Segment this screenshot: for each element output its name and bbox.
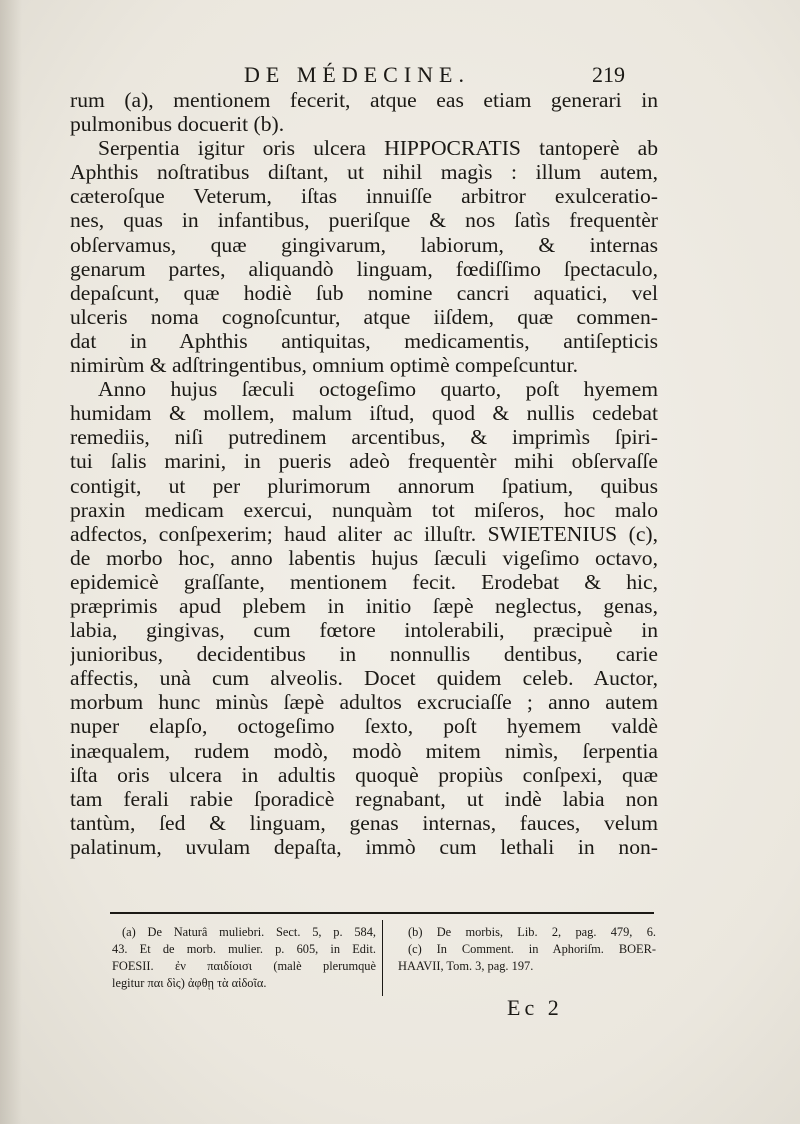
body-text (70, 88, 658, 859)
page-number: 219 (592, 62, 625, 87)
text-line: dat in Aphthis antiquitas, medicamentis, antiſepticis (70, 328, 658, 353)
text-line: adfectos, conſpexerim; haud aliter ac illuſtr. SWIETENIUS (c), (70, 521, 658, 546)
text-line: ulceris noma cognoſcuntur, atque iiſdem, quæ commen- (70, 304, 658, 329)
text-line: obſervamus, quæ gingivarum, labiorum, & internas (70, 232, 658, 257)
text-line: morbum hunc minùs ſæpè adultos excruciaſſe ; anno autem (70, 690, 658, 715)
text-line: Aphthis noſtratibus diſtant, ut nihil magìs : illum autem, (70, 160, 658, 185)
text-line: genarum partes, aliquandò linguam, fœdiſſimo ſpectaculo, (70, 256, 658, 281)
text-line: rum (a), mentionem fecerit, atque eas etiam generari in (70, 88, 658, 112)
text-line: præprimis apud plebem in initio ſæpè neglectus, genas, (70, 593, 658, 618)
text-line: nes, quas in infantibus, pueriſque & nos ſatìs frequentèr (70, 208, 658, 233)
text-line: depaſcunt, quæ hodiè ſub nomine cancri aquatici, vel (70, 280, 658, 305)
footnote-line: HAAVII, Tom. 3, pag. 197. (398, 959, 534, 973)
text-line: cæteroſque Veterum, iſtas innuiſſe arbitror exulceratio- (70, 184, 658, 209)
text-line: tantùm, ſed & linguam, genas internas, fauces, velum (70, 810, 658, 835)
footnote-line: (a) De Naturâ muliebri. Sect. 5, p. 584, (122, 925, 376, 939)
text-line: praxin medicam exercui, nunquàm tot miſeros, hoc malo (70, 497, 658, 522)
footnote-line: 43. Et de morb. mulier. p. 605, in Edit. (112, 942, 376, 956)
text-line: junioribus, decidentibus in nonnullis dentibus, carie (70, 642, 658, 667)
text-line: humidam & mollem, malum iſtud, quod & nullis cedebat (70, 401, 658, 426)
text-line: de morbo hoc, anno labentis hujus ſæculi vigeſimo octavo, (70, 545, 658, 570)
text-line: tui ſalis marini, in pueris adeò frequentèr mihi obſervaſſe (70, 449, 658, 474)
running-head-title: DE MÉDECINE. (244, 62, 470, 87)
footnotes-right-column (398, 924, 656, 975)
text-line: iſta oris ulcera in adultis quoquè propiùs conſpexi, quæ (70, 762, 658, 787)
text-line: Serpentia igitur oris ulcera HIPPOCRATIS tantoperè ab (98, 136, 658, 161)
text-line: epidemicè graſſante, mentionem fecit. Erodebat & hic, (70, 569, 658, 594)
footnote-line: legitur παι δὶς) ἀφθῃ τὰ αἰδοῖα. (112, 976, 267, 990)
footnote-column-divider (382, 920, 383, 996)
text-line: affectis, unà cum alveolis. Docet quidem celeb. Auctor, (70, 666, 658, 691)
footnote-line: (b) De morbis, Lib. 2, pag. 479, 6. (408, 925, 656, 939)
text-line: pulmonibus docuerit (b). (70, 112, 285, 137)
page-gutter-shadow (0, 0, 22, 1124)
text-line: inæqualem, rudem modò, modò mitem nimìs, ſerpentia (70, 738, 658, 763)
text-line: remediis, niſi putredinem arcentibus, & imprimìs ſpiri- (70, 425, 658, 450)
text-line: nuper elapſo, octogeſimo ſexto, poſt hyemem valdè (70, 714, 658, 739)
footnote-line: FOESII. ἐν παιδίοισι (malè plerumquè (112, 959, 376, 973)
text-line: palatinum, uvulam depaſta, immò cum lethali in non- (70, 834, 658, 859)
text-line: labia, gingivas, cum fœtore intolerabili, præcipuè in (70, 618, 658, 643)
footnotes-left-column (112, 924, 376, 992)
text-line: tam ferali rabie ſporadicè regnabant, ut indè labia non (70, 786, 658, 811)
footnote-rule (110, 912, 654, 914)
footnote-line: (c) In Comment. in Aphoriſm. BOER- (408, 942, 656, 956)
text-line: Anno hujus ſæculi octogeſimo quarto, poſt hyemem (98, 377, 658, 402)
text-line: nimirùm & adſtringentibus, omnium optimè compeſcuntur. (70, 353, 578, 378)
signature-mark: Ec 2 (507, 995, 563, 1020)
text-line: contigit, ut per plurimorum annorum ſpatium, quibus (70, 473, 658, 498)
